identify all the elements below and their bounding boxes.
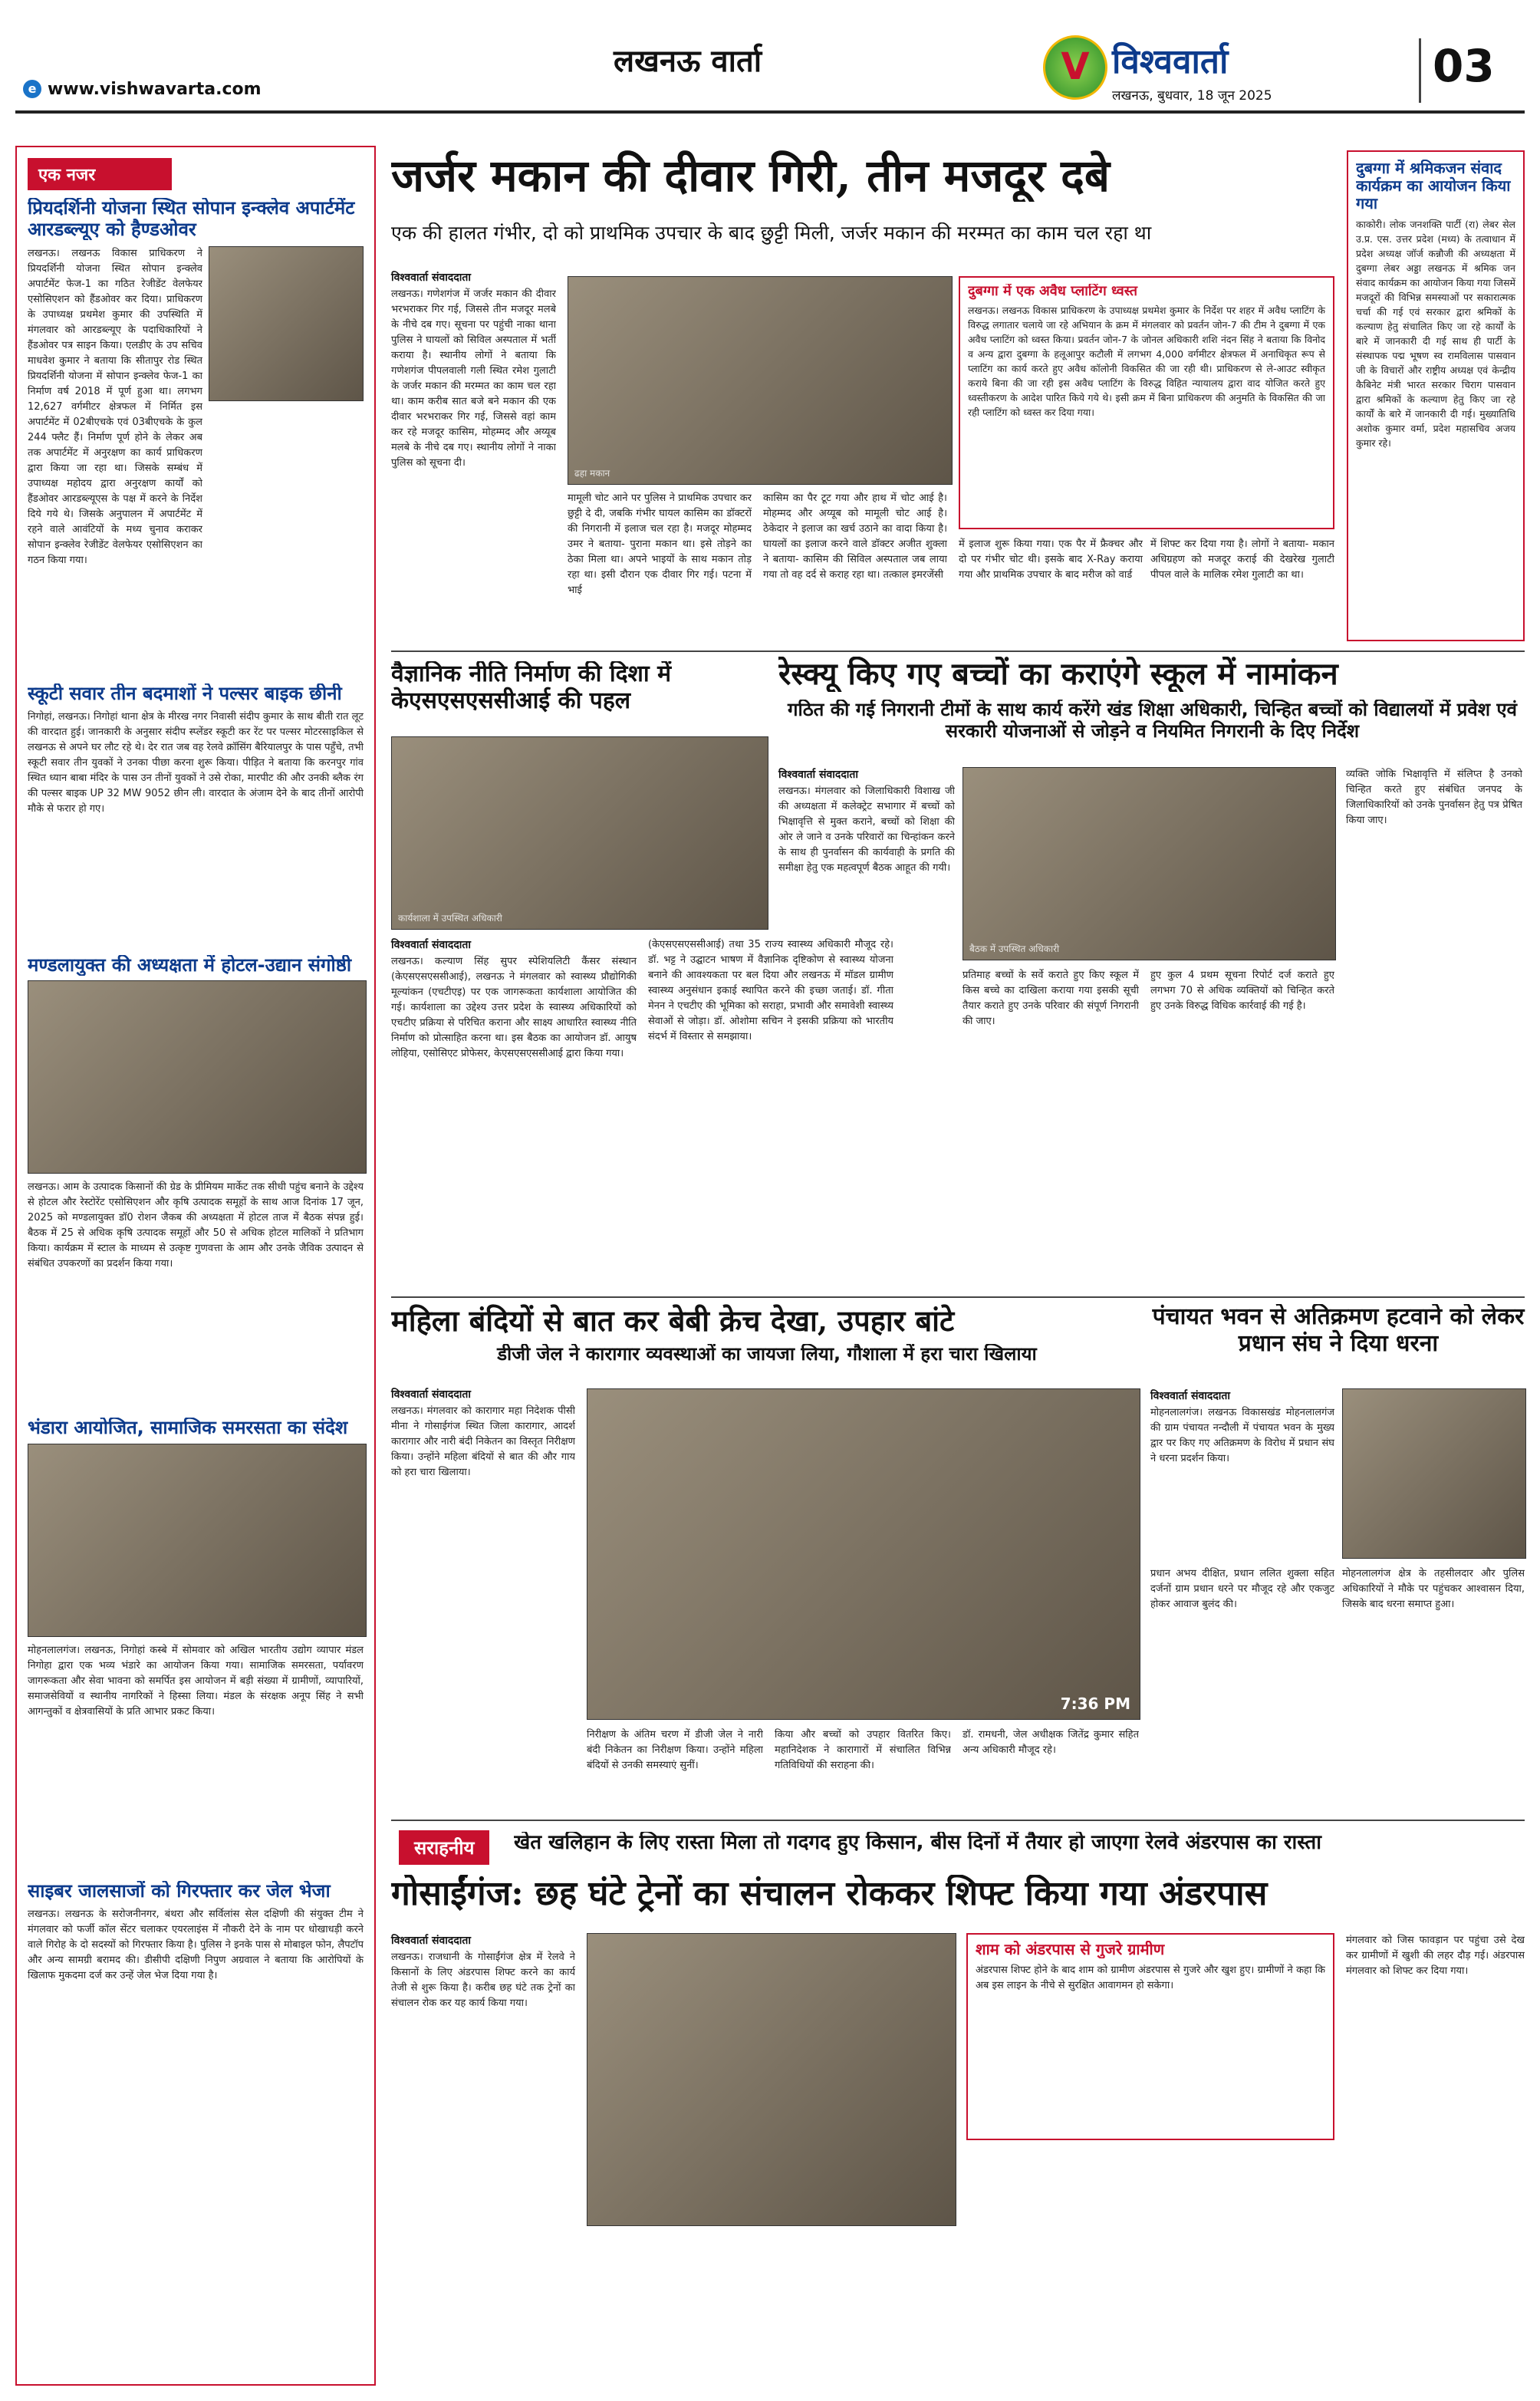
ek-nazar-s2-body: निगोहां, लखनऊ। निगोहां थाना क्षेत्र के मीरख नगर निवासी संदीप कुमार के साथ बीती रात लूट की वारदात हुई। जानकारी के अनुसार संदीप स्प्लेंडर स्कूटी कर रेंट पर पल्सर मोटरसाइकिल से लखनऊ से अपने घर लौट रहे थे। देर रात जब वह रेलवे क्रॉसिंग बैरियालपुर के पास पहुँचे, तभी स्कूटी सवार तीन युवकों ने उनका पीछा करना शुरू किया। पीड़ित ने बताया कि करनपुर गांव स्थित ध्यान बाबा मंदिर के पास उन तीनों युवकों ने उसे रोका, मारपीट की और उनकी ब्लैक रंग की पल्सर बाइक UP 32 MW 9052 छीन ली। वारदात के अंजाम देने के बाद तीनों आरोपी मौके से फरार हो गए। [28,710,364,815]
ek-nazar-s1-body: लखनऊ। लखनऊ विकास प्राधिकरण ने प्रियदर्शिनी योजना स्थित सोपान इन्क्लेव अपार्टमेंट फेज-1 का गठित रेजीडेंट वेलफेयर एसोसिएशन को हैंडओवर कर दिया। प्राधिकरण के उपाध्यक्ष प्रथमेश कुमार की उपस्थिति में मंगलवार को आरडब्ल्यूए के पदाधिकारियों ने हैंडओवर पत्र साइन किया। एलडीए के उप सचिव माधवेश कुमार ने बताया कि सीतापुर रोड स्थित प्रियदर्शिनी योजना में सोपान इन्क्लेव फेज-1 का निर्माण वर्ष 2018 में पूर्ण हुआ था। लगभग 12,627 वर्गमीटर क्षेत्रफल में निर्मित इस अपार्टमेंट में 02बीएचके एवं 03बीएचके के कुल 244 फ्लैट हैं। निर्माण पूर्ण होने के लेकर अब तक अपार्टमेंट में अनुरक्षण का कार्य प्राधिकरण द्वारा किया जा रहा था। जिसके सम्बंध में उपाध्यक्ष महोदय द्वारा अनुरक्षण कार्यों को हैंडओवर आरडब्ल्यूएस के पक्ष में करने के निर्देश दिये गये थे। जिसके अनुपालन में अपार्टमेंट में रहने वाले आवंटियों के मध्य चुनाव कराकर सोपान इन्क्लेव रेजीडेंट वेलफेयर एसोसिएशन का गठन किया गया। [28,248,202,567]
ek-nazar-s3-photo [28,980,367,1174]
vaigyanik-title: वैज्ञानिक नीति निर्माण की दिशा में केएसएसएससीआई की पहल [391,661,672,714]
ek-nazar-s5-body: लखनऊ। लखनऊ के सरोजनीनगर, बंथरा और सर्विलांस सेल दक्षिणी की संयुक्त टीम ने मंगलवार को फर्जी कॉल सेंटर चलाकर एयरलाइंस में नौकरी देने के नाम पर धोखाधड़ी करने वाले गिरोह के दो सदस्यों को गिरफ्तार किया है। पुलिस ने इनके पास से मोबाइल फोन, लैपटॉप और अन्य सामग्री बरामद की। डीसीपी दक्षिणी निपुण अग्रवाल ने बताया कि आरोपियों के खिलाफ मुकदमा दर्ज कर उन्हें जेल भेज दिया गया है। [28,1908,364,1981]
sarahaniya-photo [587,1933,956,2226]
main-body-1: लखनऊ। गणेशगंज में जर्जर मकान की दीवार भरभराकर गिर गई, जिससे तीन मजदूर मलबे के नीचे दब गए। सूचना पर पहुंची नाका थाना पुलिस ने घायलों को सिविल अस्पताल में भर्ती कराया है। स्थानीय लोगों ने बताया कि गणेशगंज पीपलवाली गली स्थित रमेश गुलाटी के जर्जर मकान की मरम्मत का काम चल रहा था। काम करीब सात बजे बने मकान की एक दीवार भरभराकर गिर गई, जिससे वहां काम कर रहे मजदूर कासिम, मोहम्मद और अय्यूब मलबे के नीचे दब गए। स्थानीय लोगों ने नाका पुलिस को सूचना दी। [391,288,556,469]
ek-nazar-column [15,146,376,2386]
ek-nazar-s1-title: प्रियदर्शिनी योजना स्थित सोपान इन्क्लेव अपार्टमेंट आरडब्ल्यूए को हैण्डओवर [28,198,355,240]
mahila-byline: विश्ववार्ता संवाददाता [391,1388,472,1401]
sarahaniya-title: गोसाईंगंज: छह घंटे ट्रेनों का संचालन रोककर शिफ्ट किया गया अंडरपास [391,1875,1268,1913]
mahila-body-1: लखनऊ। मंगलवार को कारागार महा निदेशक पीसी मीना ने गोसाईगंज स्थित जिला कारागार, आदर्श कारागार और नारी बंदी निकेतन का विस्तृत निरीक्षण किया। उन्होंने महिला बंदियों से बात की और गाय को हरा चारा खिलाया। [391,1405,575,1478]
rescue-title: रेस्क्यू किए गए बच्चों का कराएंगे स्कूल में नामांकन [778,657,1338,692]
ek-nazar-s4-title: भंडारा आयोजित, सामाजिक समरसता का संदेश [28,1418,348,1439]
panchayat-body-2: प्रधान अभय दीक्षित, प्रधान ललित शुक्ला सहित दर्जनों ग्राम प्रधान धरने पर मौजूद रहे और एकजुट होकर आवाज बुलंद की। [1150,1568,1334,1610]
rescue-photo [962,767,1336,960]
mahila-body-4: डॉ. रामधनी, जेल अधीक्षक जितेंद्र कुमार सहित अन्य अधिकारी मौजूद रहे। [962,1729,1139,1756]
main-body-4: में इलाज शुरू किया गया। एक पैर में फ्रैक्चर और दो पर गंभीर चोट थी। इसके बाद X-Ray कराया गया और प्राथमिक उपचार के बाद मरीज को वार्ड [959,538,1143,581]
dubagga-box-body: लखनऊ। लखनऊ विकास प्राधिकरण के उपाध्यक्ष प्रथमेश कुमार के निर्देश पर शहर में अवैध प्लाटिंग के विरुद्ध लगातार चलाये जा रहे अभियान के क्रम में मंगलवार को प्रवर्तन जोन-7 की टीम ने दुबग्गा में एक अवैध प्लाटिंग को ध्वस्त किया। प्रवर्तन जोन-7 के जोनल अधिकारी शशि नंदन सिंह ने बताया कि विनोद व अन्य द्वारा दुबग्गा के हलूआपुर कटौली में लगभग 4,000 वर्गमीटर क्षेत्रफल में अनाधिकृत रूप से प्लाटिंग का कार्य करते हुए अवैध कॉलोनी विकसित की जा रही थी। प्राधिकरण से ले-आउट स्वीकृत कराये बिना की जा रही इस अवैध प्लाटिंग के विरुद्ध विहित न्यायालय द्वारा वाद योजित करते हुए ध्वस्तीकरण के आदेश पारित किये गये थे। इसी क्रम में बिना प्राधिकरण की अनुमति के विकसित की जा रही प्लाटिंग को ध्वस्त कर दिया गया। [968,304,1325,418]
mahila-body-3: किया और बच्चों को उपहार वितरित किए। महानिदेशक ने कारागारों में संचालित विभिन्न गतिविधियों की सराहना की। [775,1729,951,1771]
web-icon: e [23,80,41,98]
brand-name: विश्ववार्ता [1112,42,1229,81]
vaigyanik-photo-caption: कार्यशाला में उपस्थित अधिकारी [398,913,502,924]
rescue-body-1: लखनऊ। मंगलवार को जिलाधिकारी विशाख जी की अध्यक्षता में कलेक्ट्रेट सभागार में बच्चों को भिक्षावृत्ति से मुक्त कराने, बच्चों को शिक्षा की ओर ले जाने व उनके परिवारों का चिन्हांकन करने के साथ ही पुनर्वासन की कार्यवाही के प्रगति की समीक्षा हेतु एक महत्वपूर्ण बैठक आहूत की गयी। [778,786,955,874]
mahila-body-2: निरीक्षण के अंतिम चरण में डीजी जेल ने नारी बंदी निकेतन का निरीक्षण किया। उन्होंने महिला बंदियों से उनकी समस्याएं सुनीं। [587,1729,763,1771]
section-title: लखनऊ वार्ता [614,43,762,79]
vaigyanik-body-2: (केएसएसएससीआई) तथा 35 राज्य स्वास्थ्य अधिकारी मौजूद रहे। डॉ. भट्ट ने उद्घाटन भाषण में वैज्ञानिक दृष्टिकोण से स्वास्थ्य योजना बनाने की आवश्यकता पर बल दिया और लखनऊ में मॉडल ग्रामीण स्वास्थ्य अनुसंधान इकाई स्थापित करने की इच्छा जताई। डॉ. गीता मेनन ने एचटीए की भूमिका को सराहा, प्रभावी और समावेशी स्वास्थ्य सेवाओं से जोड़ा। डॉ. ओशोमा सचिन ने इसकी प्रक्रिया को भारतीय संदर्भ में विस्तार से समझाया। [648,939,893,1042]
masthead-rule [15,110,1525,114]
rescue-body-2: प्रतिमाह बच्चों के सर्वे कराते हुए किए स्कूल में किस बच्चे का दाखिला कराया गया इसकी सूची तैयार कराते हुए उनके परिवार की संपूर्ण निगरानी की जाए। [962,970,1139,1027]
shramik-body: काकोरी। लोक जनशक्ति पार्टी (रा) लेबर सेल उ.प्र. एस. उत्तर प्रदेश (मध्य) के तत्वाधान में प्रदेश अध्यक्ष जॉर्ज कन्नौजी की अध्यक्षता में दुबग्गा लेबर अड्डा लखनऊ में श्रमिक जन संवाद कार्यक्रम का आयोजन किया गया जिसमें मजदूरों की विभिन्न समस्याओं पर सकारात्मक चर्चा की गई एवं सरकार द्वारा श्रमिकों के कल्याण हेतु संचालित किए जा रहे कार्यों के बारे में जानकारी दी गई साथ ही पार्टी के संस्थापक पद्म भूषण स्व रामविलास पासवान जी के विचारों और राष्ट्रीय अध्यक्ष एवं केन्द्रीय कैबिनेट मंत्री भारत सरकार चिराग पासवान द्वारा श्रमिकों के कल्याण हेतु किए जा रहे कार्यों के बारे में जानकारी दी गई। मुख्यातिथि अशोक कुमार वर्मा, प्रदेश महासचिव अजय कुमार रहे। [1356,219,1515,449]
rescue-byline: विश्ववार्ता संवाददाता [778,769,859,781]
page-number: 03 [1433,40,1495,92]
sarahaniya-body-1: लखनऊ। राजधानी के गोसाईंगंज क्षेत्र में रेलवे ने किसानों के लिए अंडरपास शिफ्ट करने का कार्य तेजी से शुरू किया है। करीब छह घंटे तक ट्रेनों का संचालन रोक कर यह कार्य किया गया। [391,1951,575,2009]
main-headline: जर्जर मकान की दीवार गिरी, तीन मजदूर दबे [391,150,1111,202]
panchayat-body-1: मोहनलालगंज। लखनऊ विकासखंड मोहनलालगंज की ग्राम पंचायत नन्दौली में पंचायत भवन के मुख्य द्वार पर किए गए अतिक्रमण के विरोध में प्रधान संघ ने धरना प्रदर्शन किया। [1150,1407,1334,1464]
panchayat-photo [1342,1388,1526,1559]
panchayat-byline: विश्ववार्ता संवाददाता [1150,1390,1231,1402]
rescue-body-4: व्यक्ति जोकि भिक्षावृत्ति में संलिप्त है उनको चिन्हित करते हुए संबंधित जनपद के जिलाधिकारियों को उनके पुनर्वासन हेतु पत्र प्रेषित किया जाए। [1346,769,1522,826]
main-photo [568,276,953,485]
sarahaniya-box-title: शाम को अंडरपास से गुजरे ग्रामीण [976,1941,1165,1958]
panchayat-title: पंचायत भवन से अतिक्रमण हटवाने को लेकर प्रधान संघ ने दिया धरना [1152,1304,1525,1357]
masthead [0,0,1540,115]
vaigyanik-body-1: लखनऊ। कल्याण सिंह सुपर स्पेशियलिटी कैंसर संस्थान (केएसएसएससीआई), लखनऊ ने मंगलवार को स्वास्थ्य प्रौद्योगिकी मूल्यांकन (एचटीएइ) पर एक जागरूकता कार्यशाला आयोजित की गई। कार्यशाला का उद्देश्य उत्तर प्रदेश के स्वास्थ्य अधिकारियों को एचटीए प्रक्रिया से परिचित कराना और साक्ष्य आधारित स्वास्थ्य नीति निर्माण को प्रोत्साहित करना था। इस बैठक का आयोजन डॉ. आयुष लोहिया, एसोसिएट प्रोफेसर, केएसएसएससीआई द्वारा किया गया। [391,956,637,1059]
ek-nazar-s3-title: मण्डलायुक्त की अध्यक्षता में होटल-उद्यान संगोष्ठी [28,954,352,976]
brand-logo-icon: V [1043,35,1107,100]
main-byline: विश्ववार्ता संवाददाता [391,272,472,284]
dubagga-box [959,276,1334,529]
mahila-photo [587,1388,1140,1720]
panchayat-body-3: मोहनलालगंज क्षेत्र के तहसीलदार और पुलिस अधिकारियों ने मौके पर पहुंचकर आश्वासन दिया, जिसके बाद धरना समाप्त हुआ। [1342,1568,1525,1610]
rescue-body-3: हुए कुल 4 प्रथम सूचना रिपोर्ट दर्ज कराते हुए लगभग 70 से अधिक व्यक्तियों को चिन्हित करते हुए उनके विरुद्ध विधिक कार्रवाई की गई है। [1150,970,1334,1012]
ek-nazar-s4-body: मोहनलालगंज। लखनऊ, निगोहां कस्बे में सोमवार को अखिल भारतीय उद्योग व्यापार मंडल निगोहा द्वारा एक भव्य भंडारे का आयोजन किया गया। सामाजिक समरसता, पर्यावरण जागरूकता और सेवा भावना को समर्पित इस आयोजन में बड़ी संख्या में ग्रामीणों, व्यापारियों, समाजसेवियों व स्थानीय नागरिकों ने हिस्सा लिया। मंडल के संरक्षक अनूप सिंह ने सभी आगन्तुकों व क्षेत्रवासियों के प्रति आभार प्रकट किया। [28,1644,364,1718]
rescue-photo-caption: बैठक में उपस्थित अधिकारी [969,944,1060,954]
mahila-title: महिला बंदियों से बात कर बेबी क्रेच देखा, उपहार बांटे [391,1304,955,1338]
main-photo-caption: ढहा मकान [574,468,610,479]
dateline: लखनऊ, बुधवार, 18 जून 2025 [1112,88,1272,104]
sarahaniya-byline: विश्ववार्ता संवाददाता [391,1935,472,1947]
ek-nazar-s2-title: स्कूटी सवार तीन बदमाशों ने पल्सर बाइक छीनी [28,683,342,705]
main-subhead: एक की हालत गंभीर, दो को प्राथमिक उपचार के बाद छुट्टी मिली, जर्जर मकान की मरम्मत का काम चल रहा था [391,222,1152,244]
sarahaniya-body-2: मंगलवार को जिस फावड़ान पर पहुंचा उसे देख कर ग्रामीणों में खुशी की लहर दौड़ गई। अंडरपास मंगलवार को शिफ्ट कर दिया गया। [1346,1935,1525,1977]
vaigyanik-photo [391,736,768,930]
shramik-box [1347,150,1525,641]
mahila-subhead: डीजी जेल ने कारागार व्यवस्थाओं का जायजा लिया, गौशाला में हरा चारा खिलाया [497,1344,1037,1365]
main-body-2: मामूली चोट आने पर पुलिस ने प्राथमिक उपचार कर छुट्टी दे दी, जबकि गंभीर घायल कासिम का डॉक्टरों की निगरानी में इलाज चल रहा है। मजदूर मोहम्मद उमर ने बताया- पुराना मकान था। इसे तोड़ने का ठेका मिला था। अपने भाइयों के साथ मकान तोड़ रहा था। इसी दौरान एक दीवार गिर गई। पटना में भाई [568,492,752,596]
main-body-3: कासिम का पैर टूट गया और हाथ में चोट आई है। मोहम्मद और अय्यूब को मामूली चोट आई है। ठेकेदार ने इलाज का खर्च उठाने का वादा किया है। घायलों का इलाज करने वाले डॉक्टर अजीत शुक्ला ने बताया- कासिम की सिविल अस्पताल जब लाया गया तो वह दर्द से कराह रहा था। तत्काल इमरजेंसी [763,492,947,581]
dubagga-box-title: दुबग्गा में एक अवैध प्लाटिंग ध्वस्त [968,284,1138,299]
sarahaniya-box [966,1933,1334,2140]
photo-timestamp: 7:36 PM [1060,1695,1130,1713]
website-link[interactable]: www.vishwavarta.com [48,80,262,99]
ek-nazar-s1-photo [209,246,364,401]
sarahaniya-label: सराहनीय [399,1830,489,1865]
ek-nazar-label: एक नजर [28,158,172,190]
main-body-5: में शिफ्ट कर दिया गया है। लोगों ने बताया- मकान अधिग्रहण को मजदूर कराई की देखरेख गुलाटी पीपल वाले के मालिक रमेश गुलाटी का था। [1150,538,1334,581]
sarahaniya-box-body: अंडरपास शिफ्ट होने के बाद शाम को ग्रामीण अंडरपास से गुजरे और खुश हुए। ग्रामीणों ने कहा कि अब इस लाइन के नीचे से सुरक्षित आवागमन हो सकेगा। [976,1965,1325,1991]
shramik-title: दुबग्गा में श्रमिकजन संवाद कार्यक्रम का आयोजन किया गया [1356,160,1511,212]
vaigyanik-byline: विश्ववार्ता संवाददाता [391,939,472,951]
rescue-subhead: गठित की गई निगरानी टीमों के साथ कार्य करेंगे खंड शिक्षा अधिकारी, चिन्हित बच्चों को विद्यालयों में प्रवेश एवं सरकारी योजनाओं से जोड़ने व नियमित निगरानी के दिए निर्देश [788,700,1517,742]
ek-nazar-s3-body: लखनऊ। आम के उत्पादक किसानों की ग्रेड के प्रीमियम मार्केट तक सीधी पहुंच बनाने के उद्देश्य से होटल और रेस्टोरेंट एसोसिएशन और कृषि उत्पादक समूहों के साथ आज दिनांक 17 जून, 2025 को मण्डलायुक्त डॉ0 रोशन जैकब की अध्यक्षता में होटल ताज में बैठक संपन्न हुई। बैठक में 25 से अधिक कृषि उत्पादक समूहों और 50 से अधिक होटल मालिकों ने प्रतिभाग किया। कार्यक्रम में स्टाल के माध्यम से उत्कृष्ट गुणवत्ता के आम और उनके जैविक उत्पादन से संबंधित उपकरणों का प्रदर्शन किया गया। [28,1181,364,1270]
ek-nazar-s4-photo [28,1444,367,1637]
ek-nazar-s5-title: साइबर जालसाजों को गिरफ्तार कर जेल भेजा [28,1880,331,1902]
sarahaniya-kicker: खेत खलिहान के लिए रास्ता मिला तो गदगद हुए किसान, बीस दिनों में तैयार हो जाएगा रेलवे अंडरपास का रास्ता [514,1832,1321,1854]
